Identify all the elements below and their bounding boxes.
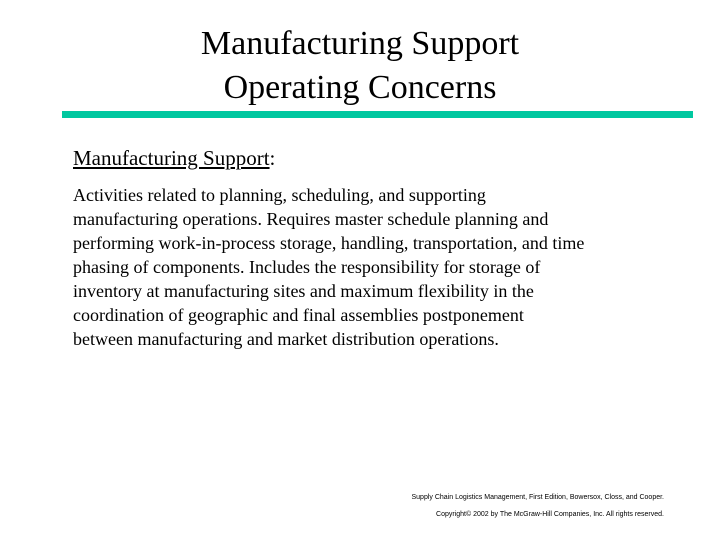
title-line-1: Manufacturing Support — [200, 25, 520, 62]
title-line-2: Operating Concerns — [223, 69, 497, 106]
paragraph-line-3: performing work-in-process storage, handling, transportation, and time — [73, 233, 585, 253]
footer-source: Supply Chain Logistics Management, First Edition, Bowersox, Closs, and Cooper. — [411, 494, 664, 501]
paragraph-line-4: phasing of components. Includes the responsibility for storage of — [73, 257, 541, 277]
title-divider — [62, 111, 693, 118]
section-heading-term: Manufacturing Support — [73, 146, 270, 170]
paragraph-line-6: coordination of geographic and final assemblies postponement — [73, 305, 524, 325]
footer-copyright: Copyright© 2002 by The McGraw-Hill Companies, Inc. All rights reserved. — [436, 511, 664, 518]
paragraph-line-5: inventory at manufacturing sites and maximum flexibility in the — [73, 281, 534, 301]
section-heading — [73, 144, 275, 172]
section-heading-colon: : — [269, 146, 276, 170]
definition-paragraph — [73, 183, 663, 351]
paragraph-line-1: Activities related to planning, scheduling, and supporting — [73, 185, 486, 205]
slide-title — [0, 22, 720, 110]
paragraph-line-2: manufacturing operations. Requires master schedule planning and — [73, 209, 549, 229]
paragraph-line-7: between manufacturing and market distribution operations. — [73, 329, 499, 349]
